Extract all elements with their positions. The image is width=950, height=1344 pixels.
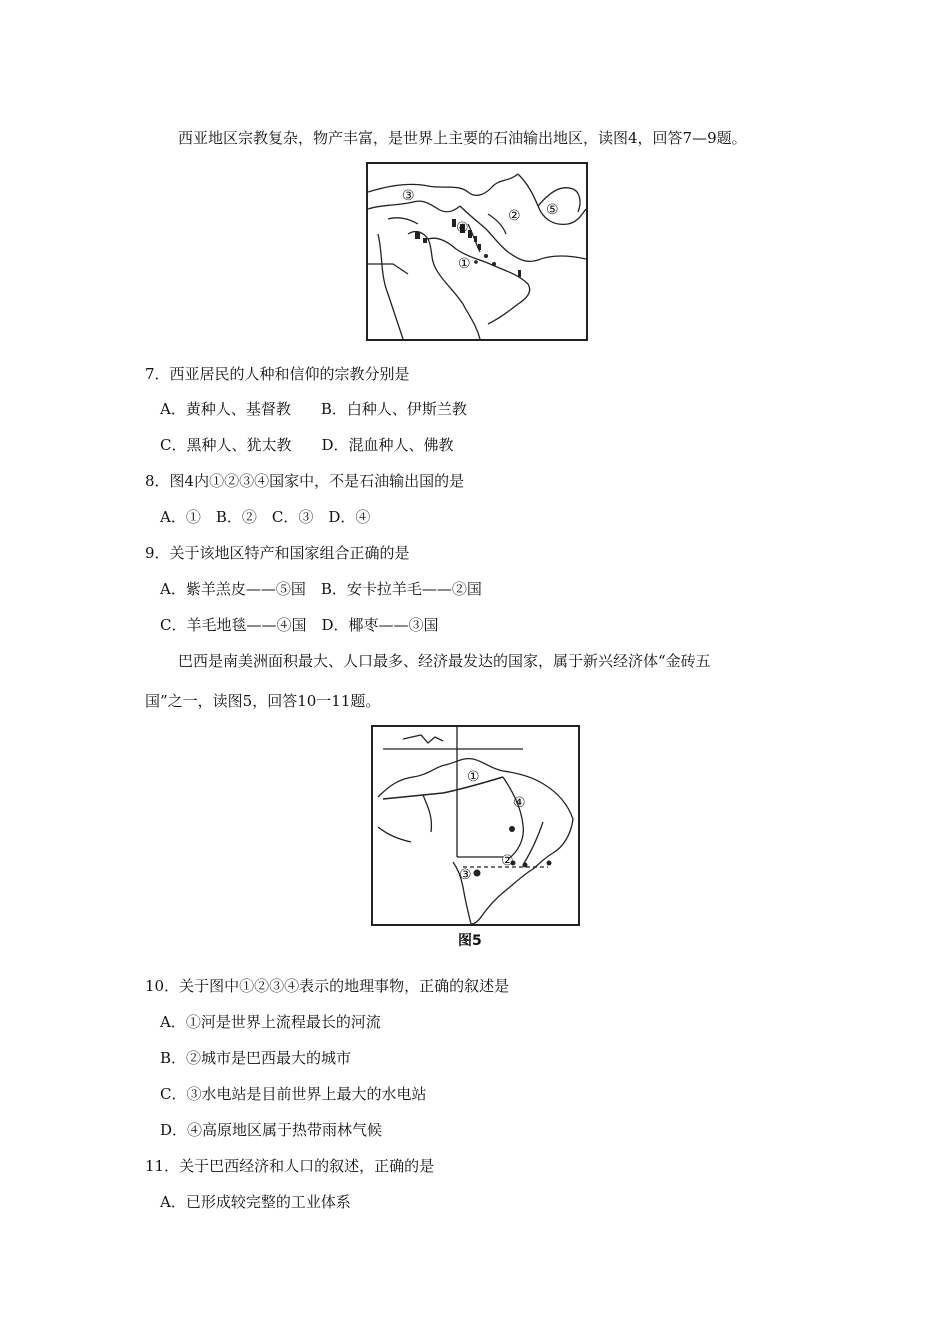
- question-10-stem: 10．关于图中①②③④表示的地理事物，正确的叙述是: [145, 977, 510, 995]
- west-asia-map: [366, 162, 588, 341]
- question-7-stem: 7．西亚居民的人种和信仰的宗教分别是: [145, 365, 410, 383]
- west-asia-map-drawing: [368, 164, 586, 339]
- map2-label-2: ②: [501, 853, 514, 869]
- map2-label-4: ④: [513, 795, 526, 811]
- map2-label-1: ①: [467, 769, 480, 785]
- question-9-options-cd: C．羊毛地毯——④国 D．椰枣——③国: [160, 616, 439, 634]
- question-8-stem: 8．图4内①②③④国家中，不是石油输出国的是: [145, 472, 465, 490]
- question-10-option-a: A．①河是世界上流程最长的河流: [160, 1013, 381, 1031]
- map1-label-2: ②: [508, 208, 521, 224]
- question-9-stem: 9．关于该地区特产和国家组合正确的是: [145, 544, 410, 562]
- question-10-option-c: C．③水电站是目前世界上最大的水电站: [160, 1085, 427, 1103]
- question-10-option-d: D．④高原地区属于热带雨林气候: [160, 1121, 383, 1139]
- map2-label-3: ③: [459, 867, 472, 883]
- intro-paragraph-brazil-line-1: 巴西是南美洲面积最大、人口最多、经济最发达的国家，属于新兴经济体“金砖五: [178, 652, 711, 670]
- question-7-options-ab: A．黄种人、基督教 B．白种人、伊斯兰教: [160, 400, 467, 418]
- map1-label-3: ③: [402, 188, 415, 204]
- question-7-options-cd: C．黑种人、犹太教 D．混血种人、佛教: [160, 436, 454, 454]
- brazil-map: [371, 725, 580, 926]
- question-8-options: A．① B．② C．③ D．④: [160, 508, 371, 526]
- map1-label-4: ④: [456, 220, 469, 236]
- question-11-stem: 11．关于巴西经济和人口的叙述，正确的是: [145, 1157, 435, 1175]
- map1-label-5: ⑤: [546, 202, 559, 218]
- question-9-options-ab: A．紫羊羔皮——⑤国 B．安卡拉羊毛——②国: [160, 580, 482, 598]
- intro-paragraph-brazil-line-2: 国”之一，读图5，回答10一11题。: [145, 692, 381, 710]
- intro-paragraph-west-asia: 西亚地区宗教复杂，物产丰富，是世界上主要的石油输出地区，读图4，回答7—9题。: [178, 129, 747, 147]
- map1-label-1: ①: [458, 256, 471, 272]
- question-11-option-a: A．已形成较完整的工业体系: [160, 1193, 351, 1211]
- question-10-option-b: B．②城市是巴西最大的城市: [160, 1049, 352, 1067]
- figure-5-caption: 图5: [458, 933, 482, 949]
- brazil-map-drawing: [373, 727, 578, 924]
